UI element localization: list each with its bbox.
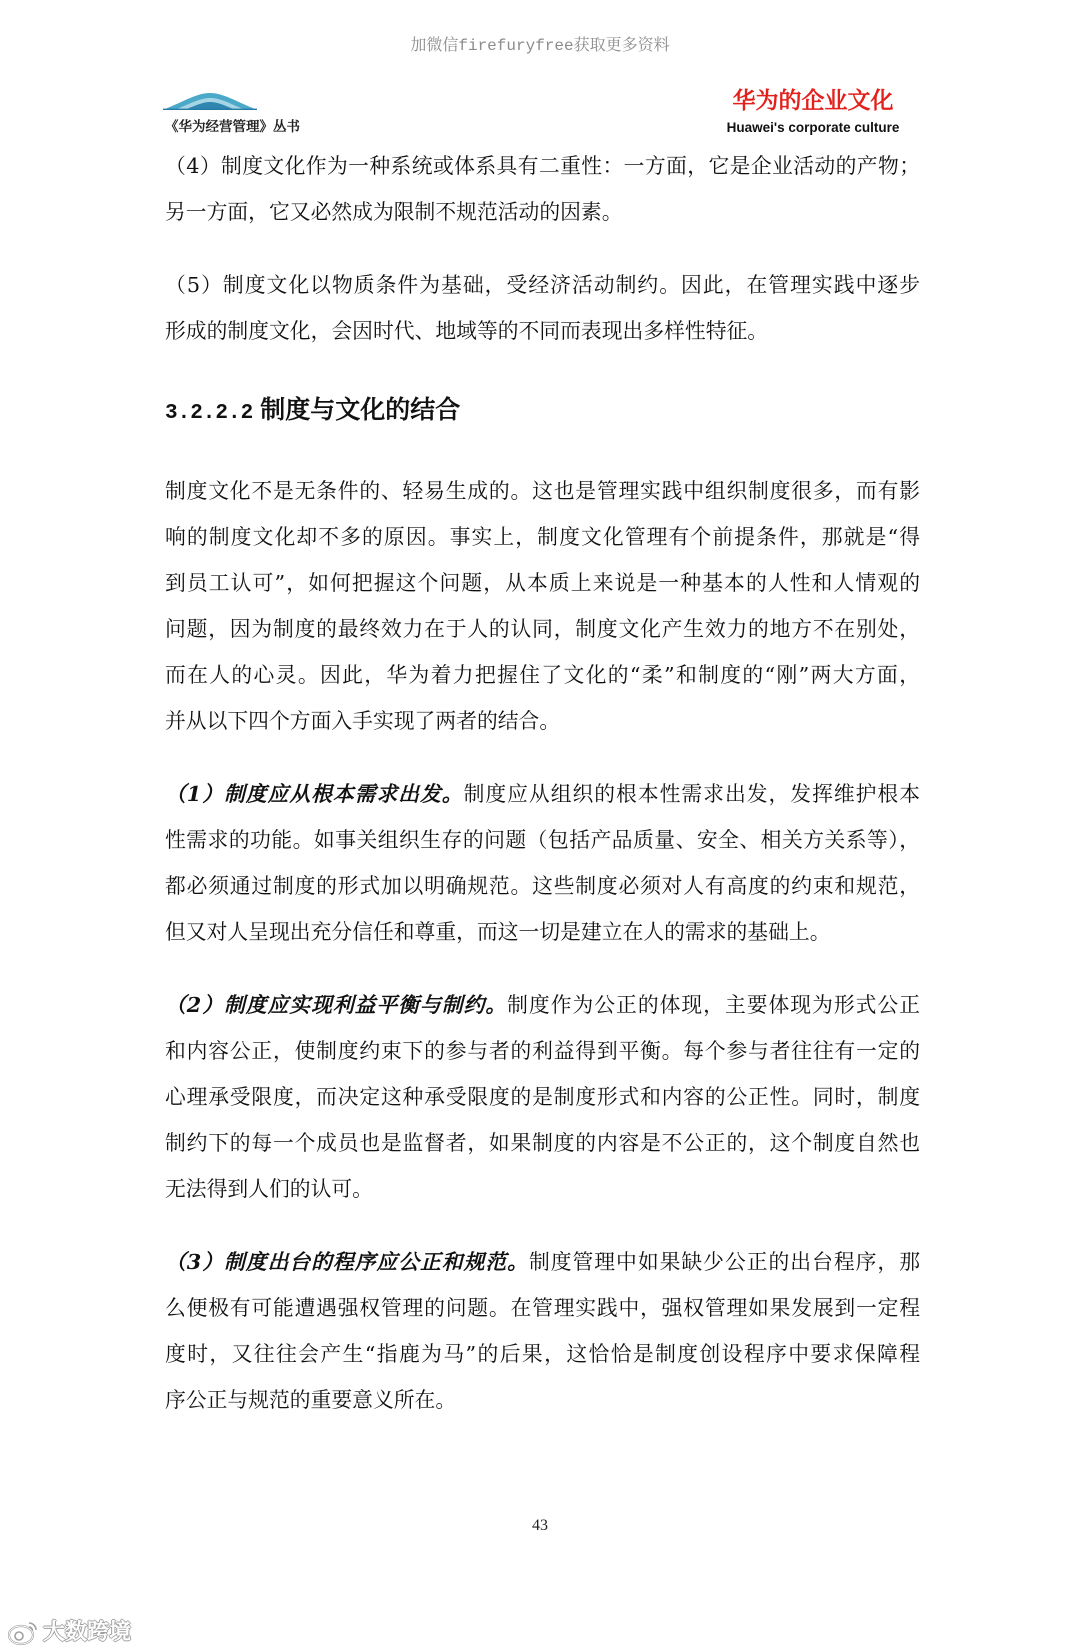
paragraph-line: 性需求的功能。如事关组织生存的问题（包括产品质量、安全、相关方关系等）， (165, 828, 920, 852)
section-point-1 (165, 771, 920, 955)
paragraph-line (165, 771, 920, 817)
point-lead: （3）制度出台的程序应公正和规范。 (165, 1249, 529, 1274)
paragraph-line: 另一方面，它又必然成为限制不规范活动的因素。 (165, 200, 623, 224)
paragraph-line: 序公正与规范的重要意义所在。 (165, 1388, 457, 1412)
section-intro-paragraph (165, 468, 920, 744)
paragraph-line: 到员工认可”，如何把握这个问题，从本质上来说是一种基本的人性和人情观的 (165, 571, 920, 595)
paragraph-line (165, 982, 920, 1028)
paragraph-line: 制约下的每一个成员也是监督者，如果制度的内容是不公正的，这个制度自然也 (165, 1131, 920, 1155)
paragraph-line: 无法得到人们的认可。 (165, 1177, 373, 1201)
series-logo-icon (163, 90, 257, 112)
series-title: 《华为经营管理》丛书 (165, 119, 300, 134)
section-title: 制度与文化的结合 (260, 395, 461, 424)
point-lead: （1）制度应从根本需求出发。 (165, 781, 464, 806)
paragraph-line: 形成的制度文化，会因时代、地域等的不同而表现出多样性特征。 (165, 319, 769, 343)
paragraph-line: 响的制度文化却不多的原因。事实上，制度文化管理有个前提条件，那就是“得 (165, 525, 920, 549)
section-point-3 (165, 1239, 920, 1423)
paragraph-line: 都必须通过制度的形式加以明确规范。这些制度必须对人有高度的约束和规范， (165, 874, 920, 898)
point-text: 制度应从组织的根本性需求出发，发挥维护根本 (463, 782, 920, 806)
paragraph-line: 制度文化不是无条件的、轻易生成的。这也是管理实践中组织制度很多，而有影 (165, 479, 920, 503)
paragraph-line: 并从以下四个方面入手实现了两者的结合。 (165, 709, 561, 733)
paragraph-line: 而在人的心灵。因此，华为着力把握住了文化的“柔”和制度的“刚”两大方面， (165, 663, 920, 687)
point-text: 制度管理中如果缺少公正的出台程序，那 (528, 1250, 920, 1274)
top-watermark: 加微信firefuryfree获取更多资料 (410, 37, 670, 55)
book-subtitle: Huawei's corporate culture (726, 120, 900, 135)
section-point-2 (165, 982, 920, 1212)
paragraph-line: 心理承受限度，而决定这种承受限度的是制度形式和内容的公正性。同时，制度 (165, 1085, 920, 1109)
paragraph-line: 但又对人呈现出充分信任和尊重，而这一切是建立在人的需求的基础上。 (165, 920, 831, 944)
paragraph-point-4 (165, 143, 920, 235)
point-lead: （2）制度应实现利益平衡与制约。 (165, 992, 508, 1017)
bottom-watermark: 大数跨境 (43, 1620, 132, 1645)
point-text: 制度作为公正的体现，主要体现为形式公正 (507, 993, 920, 1017)
paragraph-line: 度时，又往往会产生“指鹿为马”的后果，这恰恰是制度创设程序中要求保障程 (165, 1342, 920, 1366)
book-title: 华为的企业文化 (732, 88, 894, 114)
paragraph-line: 问题，因为制度的最终效力在于人的认同，制度文化产生效力的地方不在别处， (165, 617, 920, 641)
paragraph-line: 么便极有可能遭遇强权管理的问题。在管理实践中，强权管理如果发展到一定程 (165, 1296, 920, 1320)
paragraph-line: 和内容公正，使制度约束下的参与者的利益得到平衡。每个参与者往往有一定的 (165, 1039, 920, 1063)
paragraph-line: （5）制度文化以物质条件为基础，受经济活动制约。因此，在管理实践中逐步 (165, 273, 920, 297)
paragraph-line: （4）制度文化作为一种系统或体系具有二重性：一方面，它是企业活动的产物； (165, 154, 920, 178)
page-number: 43 (532, 1517, 548, 1534)
section-number: 3.2.2.2 (165, 402, 254, 425)
paragraph-point-5 (165, 262, 920, 354)
paragraph-line (165, 1239, 920, 1285)
weibo-watermark-icon (6, 1619, 40, 1647)
section-heading (165, 388, 460, 432)
